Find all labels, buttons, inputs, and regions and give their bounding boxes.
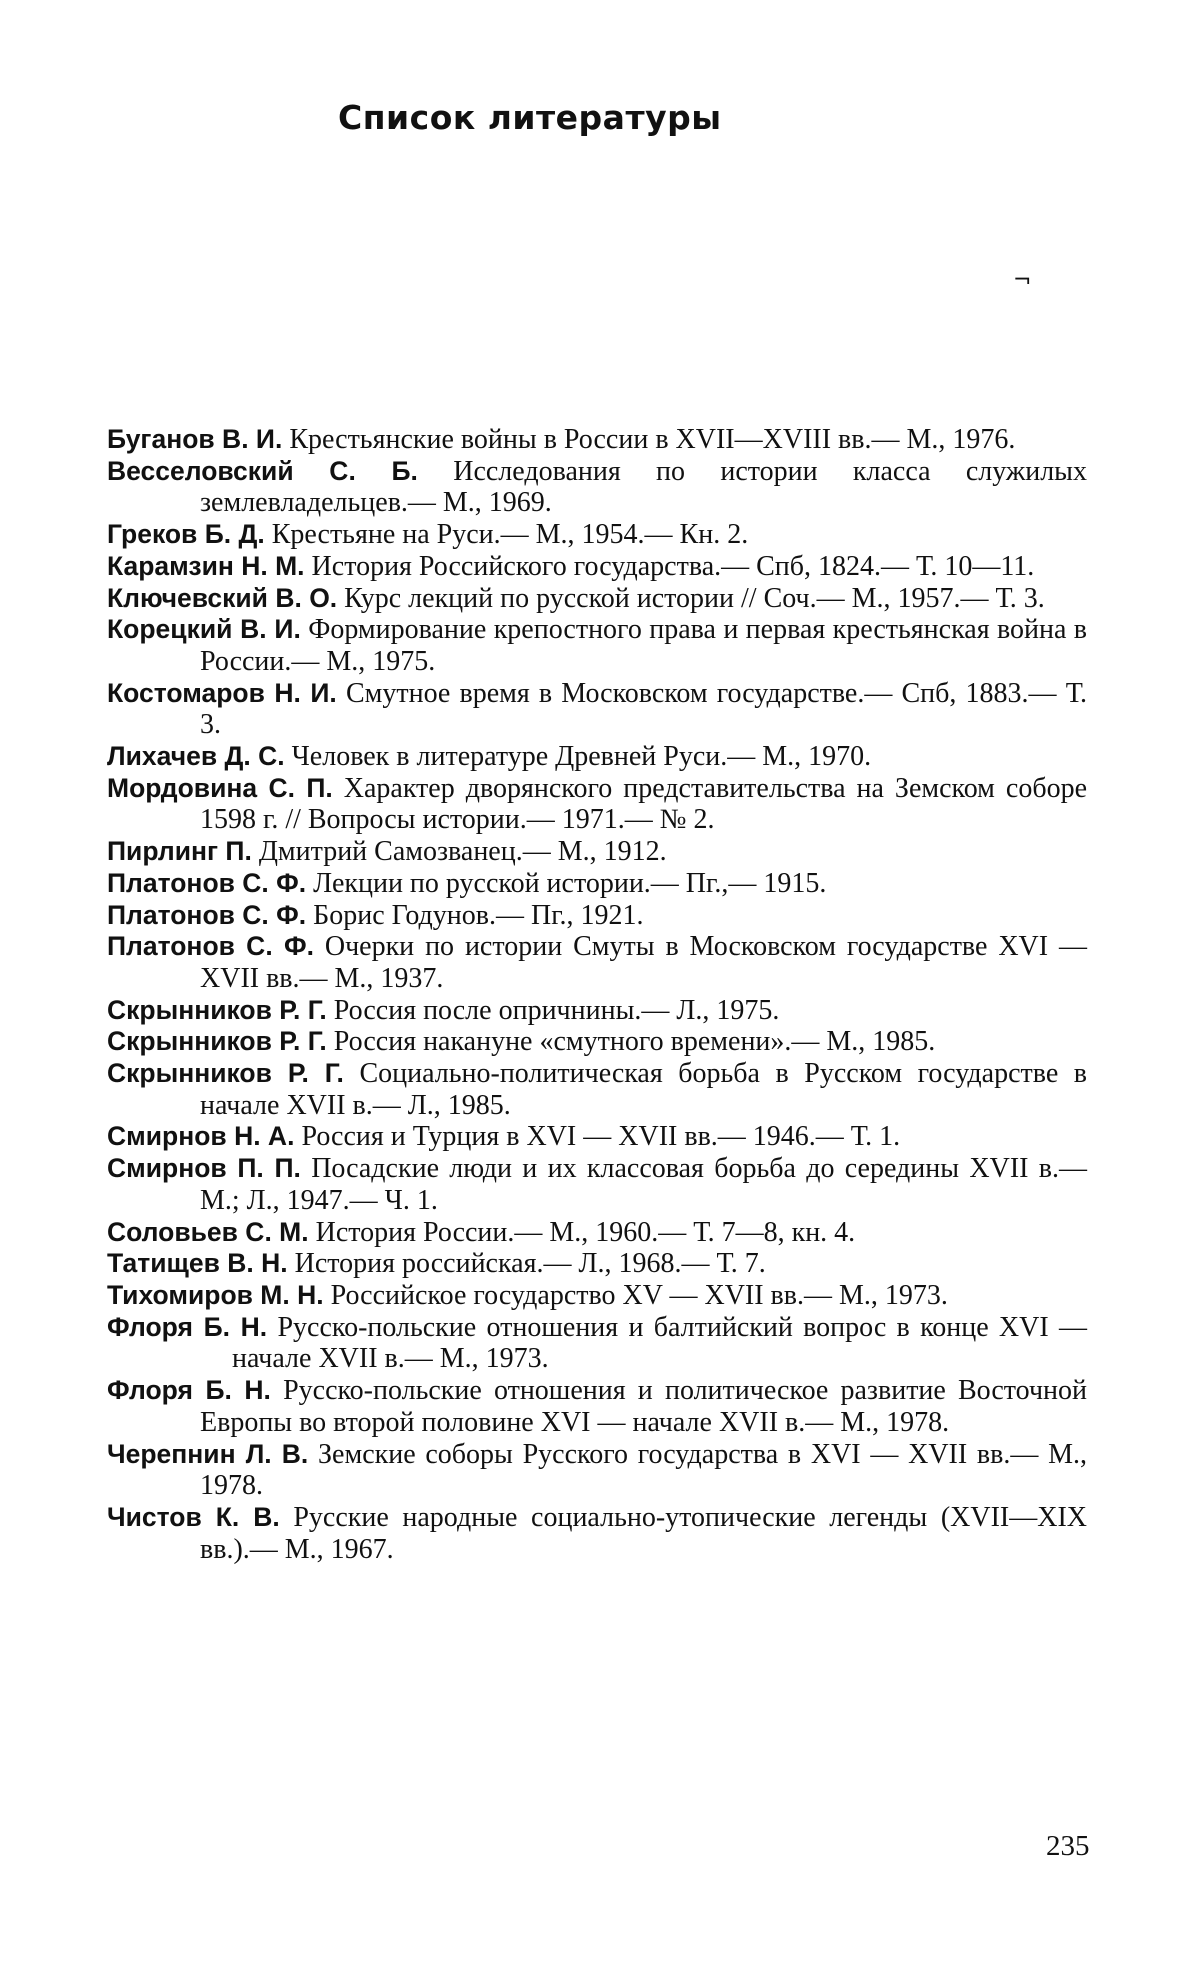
reference-text: Формирование крепостного права и первая крестьянская война в России.— М., 1975. — [200, 614, 1088, 677]
reference-text: Русско-польские отношения и балтийский вопрос в конце XVI — начале XVII в.— М., 1973. — [232, 1311, 1087, 1375]
reference-item — [107, 900, 1087, 932]
reference-text: Российское государство XV — XVII вв.— М., 1973. — [330, 1279, 948, 1311]
reference-author: Корецкий В. И. — [107, 614, 301, 645]
reference-item — [107, 741, 1087, 773]
reference-text: История России.— М., 1960.— Т. 7—8, кн. 4. — [315, 1216, 856, 1248]
reference-text: Крестьяне на Руси.— М., 1954.— Кн. 2. — [271, 519, 749, 551]
reference-author: Платонов С. Ф. — [107, 867, 307, 898]
reference-item — [107, 1217, 1087, 1249]
reference-author: Черепнин Л. В. — [107, 1438, 309, 1469]
reference-author: Соловьев С. М. — [107, 1216, 309, 1247]
reference-text: Россия накануне «смутного времени».— М., 1985. — [333, 1026, 936, 1058]
reference-text: Человек в литературе Древней Руси.— М., 1970. — [291, 741, 872, 773]
reference-item — [107, 1280, 1087, 1312]
reference-item — [107, 773, 1087, 836]
reference-author: Смирнов П. П. — [107, 1153, 301, 1184]
reference-item — [107, 836, 1087, 868]
reference-author: Чистов К. В. — [107, 1501, 280, 1532]
reference-item — [107, 1248, 1087, 1280]
reference-text: Характер дворянского представительства на Земском соборе 1598 г. // Вопросы истории.— 1971.— № 2. — [200, 772, 1087, 836]
reference-item — [107, 583, 1087, 615]
reference-text: Крестьянские войны в России в XVII—XVIII вв.— М., 1976. — [289, 424, 1016, 455]
reference-list — [107, 424, 1087, 1565]
reference-item — [107, 678, 1087, 741]
reference-author: Скрынников Р. Г. — [107, 1026, 327, 1057]
reference-text: Россия после опричнины.— Л., 1975. — [333, 994, 780, 1026]
reference-text: Русско-польские отношения и политическое развитие Восточной Европы во второй половине XVI — начале XVII в.— М., 1978. — [200, 1375, 1087, 1438]
reference-item — [107, 1153, 1087, 1216]
reference-author: Скрынников Р. Г. — [107, 994, 327, 1025]
reference-text: История российская.— Л., 1968.— Т. 7. — [294, 1248, 766, 1280]
reference-author: Смирнов Н. А. — [107, 1121, 295, 1152]
reference-text: Очерки по истории Смуты в Московском государстве XVI — XVII вв.— М., 1937. — [200, 931, 1087, 994]
reference-author: Платонов С. Ф. — [107, 931, 314, 962]
reference-author: Флоря Б. Н. — [107, 1375, 271, 1406]
reference-text: Россия и Турция в XVI — XVII вв.— 1946.— Т. 1. — [301, 1121, 901, 1153]
reference-item — [107, 1312, 1087, 1375]
reference-author: Буганов В. И. — [107, 424, 283, 454]
reference-item — [107, 614, 1087, 677]
reference-text: Смутное время в Московском государстве.— Спб, 1883.— Т. 3. — [200, 677, 1088, 741]
reference-author: Костомаров Н. И. — [107, 677, 337, 708]
reference-author: Татищев В. Н. — [107, 1248, 288, 1279]
corner-mark: ¬ — [1013, 268, 1032, 293]
reference-text: Социально-политическая борьба в Русском государстве в начале XVII в.— Л., 1985. — [200, 1058, 1088, 1121]
reference-author: Карамзин Н. М. — [107, 550, 305, 581]
reference-item — [107, 1375, 1087, 1438]
reference-author: Флоря Б. Н. — [107, 1311, 268, 1342]
reference-item — [107, 931, 1087, 994]
reference-item — [107, 1026, 1087, 1058]
reference-author: Пирлинг П. — [107, 836, 252, 867]
page-number: 235 — [1046, 1830, 1090, 1862]
page-title: Список литературы — [338, 98, 722, 137]
reference-text: Дмитрий Самозванец.— М., 1912. — [258, 836, 667, 868]
reference-item — [107, 456, 1087, 519]
reference-item — [107, 995, 1087, 1027]
reference-author: Скрынников Р. Г. — [107, 1058, 344, 1089]
reference-author: Платонов С. Ф. — [107, 899, 307, 930]
reference-text: Борис Годунов.— Пг., 1921. — [313, 899, 644, 931]
reference-item — [107, 519, 1087, 551]
reference-text: Курс лекций по русской истории // Соч.— М., 1957.— Т. 3. — [344, 582, 1045, 614]
reference-text: Русские народные социально-утопические легенды (XVII—XIX вв.).— М., 1967. — [200, 1501, 1088, 1565]
reference-text: История Российского государства.— Спб, 1824.— Т. 10—11. — [311, 550, 1035, 582]
reference-item — [107, 868, 1087, 900]
reference-text: Посадские люди и их классовая борьба до середины XVII в.— М.; Л., 1947.— Ч. 1. — [200, 1153, 1087, 1216]
reference-item — [107, 1121, 1087, 1153]
reference-item — [107, 551, 1087, 583]
reference-text: Лекции по русской истории.— Пг.,— 1915. — [313, 867, 827, 899]
reference-author: Лихачев Д. С. — [107, 741, 285, 772]
reference-text: Земские соборы Русского государства в XVI — XVII вв.— М., 1978. — [200, 1438, 1088, 1502]
reference-item — [107, 1502, 1087, 1565]
reference-author: Ключевский В. О. — [107, 582, 338, 613]
reference-item — [107, 1439, 1087, 1502]
reference-item — [107, 1058, 1087, 1121]
reference-author: Мордовина С. П. — [107, 772, 333, 803]
reference-author: Тихомиров М. Н. — [107, 1279, 324, 1310]
reference-text: Исследования по истории класса служилых землевладельцев.— М., 1969. — [200, 455, 1087, 519]
reference-item — [107, 424, 1087, 456]
reference-author: Греков Б. Д. — [107, 519, 265, 550]
reference-author: Весселовский С. Б. — [107, 455, 418, 486]
